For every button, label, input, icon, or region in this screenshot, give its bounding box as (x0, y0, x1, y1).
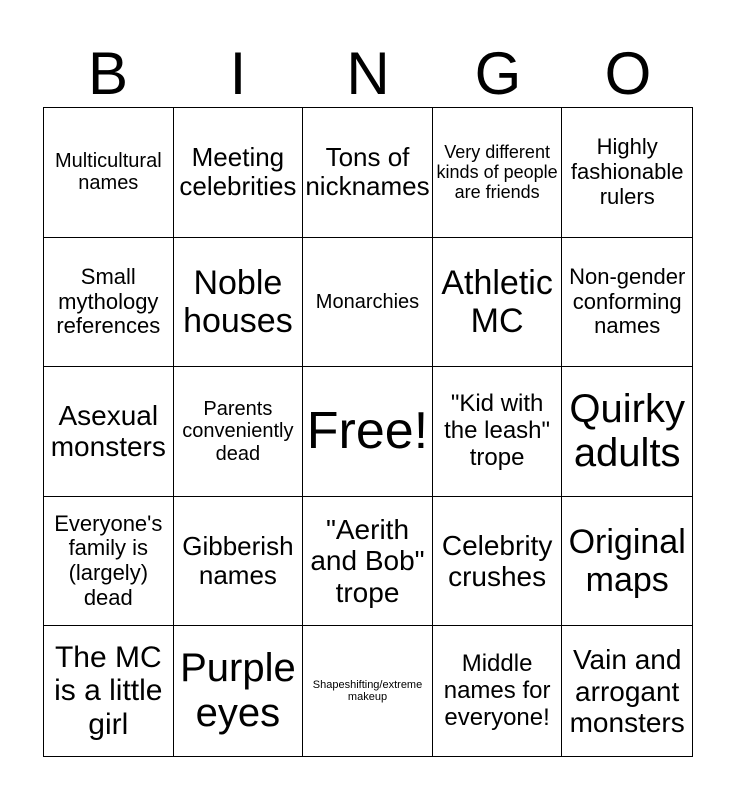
bingo-cell-r1c2: Meeting celebrities (174, 108, 304, 238)
bingo-cell-r5c5: Vain and arrogant monsters (569, 644, 685, 738)
bingo-cell-r5c1: The MC is a little girl (44, 626, 174, 756)
bingo-cell-r4c2: Gibberish names (174, 497, 304, 627)
bingo-cell-r3c4: "Kid with the leash" trope (433, 367, 563, 497)
bingo-cell-r1c4: Very different kinds of people are friends (433, 108, 563, 238)
bingo-cell-r4c4: Celebrity crushes (433, 497, 563, 627)
bingo-cell-r4c1: Everyone's family is (largely) dead (44, 497, 174, 627)
bingo-cell-r3c5: Quirky adults (562, 367, 692, 497)
bingo-cell-r2c3: Monarchies (303, 238, 433, 368)
bingo-cell-r4c5: Original maps (562, 497, 692, 627)
bingo-cell-r5c4: Middle names for everyone! (433, 626, 563, 756)
bingo-cell-r2c2: Noble houses (174, 238, 304, 368)
bingo-cell-r2c4: Athletic MC (433, 238, 563, 368)
bingo-cell-r3c1: Asexual monsters (44, 367, 174, 497)
bingo-grid (43, 107, 693, 757)
bingo-cell-r1c3: Tons of nicknames (303, 108, 433, 238)
bingo-cell-r4c3: "Aerith and Bob" trope (303, 497, 433, 627)
header-letter-n: N (346, 40, 390, 107)
header-letter-g: G (474, 40, 522, 107)
header-letter-o: O (604, 40, 652, 107)
bingo-header (43, 40, 693, 108)
header-letter-i: I (229, 40, 247, 107)
bingo-cell-r5c2: Purple eyes (174, 626, 304, 756)
bingo-cell-r1c5: Highly fashionable rulers (562, 108, 692, 238)
bingo-cell-r3c2: Parents conveniently dead (174, 367, 304, 497)
bingo-cell-r5c3: Shapeshifting/extreme makeup (303, 626, 433, 756)
bingo-cell-r2c5: Non-gender conforming names (562, 238, 692, 368)
header-letter-b: B (87, 40, 129, 107)
bingo-cell-r2c1: Small mythology references (44, 238, 174, 368)
free-space-cell: Free! (303, 367, 433, 497)
bingo-cell-r1c1: Multicultural names (44, 108, 174, 238)
